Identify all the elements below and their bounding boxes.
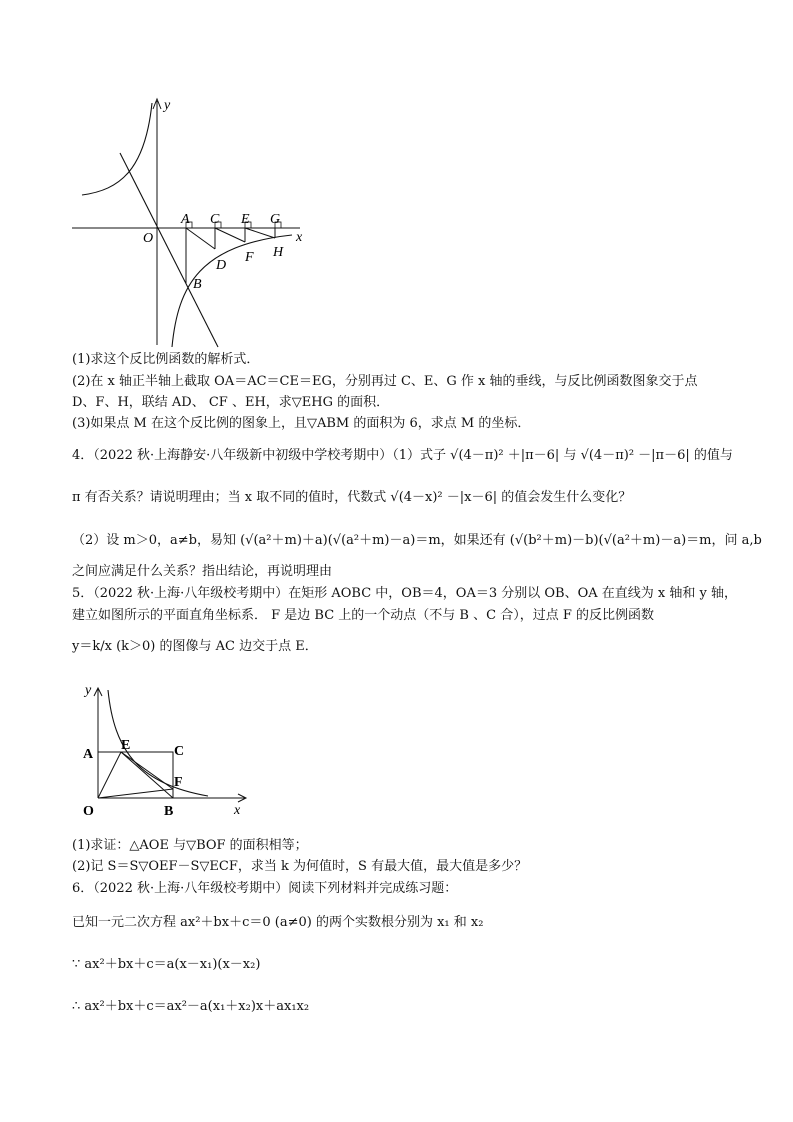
label-o: O [83, 804, 94, 819]
label-g: G [270, 212, 281, 227]
q6-line-1: 6．（2022 秋·上海·八年级校考期中）阅读下列材料并完成练习题： [72, 881, 458, 896]
label-y: y [85, 683, 92, 698]
q6-line-2: 已知一元二次方程 ax²＋bx＋c＝0 (a≠0) 的两个实数根分别为 x₁ 和 x₂ [72, 915, 484, 930]
q5-part-2: (2)记 S＝S▽OEF－S▽ECF，求当 k 为何值时，S 有最大值，最大值是多少？ [72, 859, 528, 874]
label-e: E [241, 212, 250, 227]
label-a: A [181, 212, 190, 227]
segment-of [98, 789, 173, 798]
line-through-origin [120, 153, 218, 347]
segment-eh [245, 228, 275, 238]
label-a: A [83, 747, 94, 762]
label-e: E [121, 738, 131, 753]
q5-part-1: (1)求证：△AOE 与▽BOF 的面积相等； [72, 838, 308, 853]
segment-eb [121, 752, 173, 798]
hyperbola-branch-upper-left [82, 103, 152, 195]
label-d: D [216, 258, 227, 273]
segment-cf [215, 228, 245, 242]
q3-part-2-line-2: D、F、H，联结 AD、 CF 、EH，求▽EHG 的面积． [72, 395, 390, 410]
q4-line-2: π 有否关系？请说明理由；当 x 取不同的值时，代数式 √(4－x)² －|x－6| 的值会发生什么变化？ [72, 490, 632, 505]
label-b: B [193, 277, 202, 292]
q5-line-2: 建立如图所示的平面直角坐标系． F 是边 BC 上的一个动点（不与 B 、C 合），过点 F 的反比例函数 [72, 608, 654, 623]
q4-line-3: （2）设 m＞0，a≠b，易知 (√(a²＋m)＋a)(√(a²＋m)－a)＝m，如果还有 (√(b²＋m)－b)(√(a²＋m)－a)＝m，问 a,b [72, 533, 762, 548]
q6-line-3: ∵ ax²＋bx＋c＝a(x－x₁)(x－x₂) [72, 957, 261, 972]
q6-line-4: ∴ ax²＋bx＋c＝ax²－a(x₁＋x₂)x＋ax₁x₂ [72, 999, 310, 1014]
label-y: y [164, 98, 171, 113]
label-b: B [164, 804, 174, 819]
figure-2-rectangle-diagram [78, 680, 258, 830]
label-c: C [174, 744, 185, 759]
q3-part-2-line-1: (2)在 x 轴正半轴上截取 OA＝AC＝CE＝EG，分别再过 C、E、G 作 x 轴的垂线，与反比例函数图象交于点 [72, 374, 698, 389]
segment-oe [98, 752, 121, 798]
q5-line-1: 5．（2022 秋·上海·八年级校考期中）在矩形 AOBC 中，OB＝4，OA＝3 分别以 OB、OA 在直线为 x 轴和 y 轴， [72, 586, 737, 601]
label-x: x [234, 803, 241, 818]
label-o: O [143, 231, 154, 246]
q3-part-3: (3)如果点 M 在这个反比例的图象上，且▽ABM 的面积为 6，求点 M 的坐标． [72, 416, 531, 431]
q5-line-3: y＝k/x (k＞0) 的图像与 AC 边交于点 E． [72, 639, 318, 654]
q4-line-1: 4．（2022 秋·上海静安·八年级新中初级中学校考期中）（1）式子 √(4－π)² ＋|π－6| 与 √(4－π)² －|π－6| 的值与 [72, 448, 733, 463]
label-f: F [245, 250, 254, 265]
label-c: C [210, 212, 220, 227]
figure-1-hyperbola-diagram [60, 95, 320, 350]
q3-part-1: (1)求这个反比例函数的解析式． [72, 352, 260, 367]
segment-ad [186, 228, 215, 249]
label-h: H [273, 245, 284, 260]
segment-ef [121, 752, 173, 789]
q4-line-4: 之间应满足什么关系？指出结论，再说明理由 [72, 564, 333, 579]
label-f: F [174, 775, 183, 790]
label-x: x [296, 230, 303, 245]
